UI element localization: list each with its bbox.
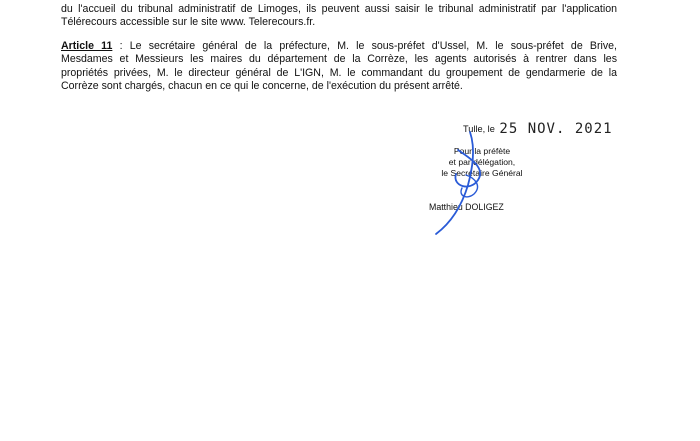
date-prefix: Tulle, le [463, 124, 495, 134]
article-text: : Le secrétaire général de la préfecture, M. le sous-préfet d'Ussel, M. le sous-préfet de Brive, [112, 40, 617, 52]
delegation-line: le Secrétaire Général [441, 168, 523, 178]
text-line: du l'accueil du tribunal administratif de Limoges, ils peuvent aussi saisir le tribunal administratif par l'application [61, 3, 617, 15]
date-stamp: 25 NOV. 2021 [499, 121, 613, 137]
delegation-line: Pour la préfète [453, 146, 511, 156]
text-line: Corrèze sont chargés, chacun en ce qui le concerne, de l'exécution du présent arrêté. [61, 80, 463, 93]
signature-date [463, 120, 613, 136]
text-line: propriétés privées, M. le directeur général de L'IGN, M. le commandant du groupement de gendarmerie de la [61, 66, 617, 79]
appeal-paragraph [61, 3, 617, 30]
delegation-line: et par délégation, [448, 157, 516, 167]
signer-name: Matthieu DOLIGEZ [429, 202, 504, 212]
text-line: Télérecours accessible sur le site www. Telerecours.fr. [61, 16, 316, 29]
article-label: Article 11 [61, 40, 113, 52]
delegation-block [422, 146, 542, 179]
article-11-paragraph [61, 40, 617, 94]
text-line [61, 40, 617, 53]
text-line: Mesdames et Messieurs les maires du département de la Corrèze, les agents autorisés à rentrer dans les [61, 53, 617, 66]
